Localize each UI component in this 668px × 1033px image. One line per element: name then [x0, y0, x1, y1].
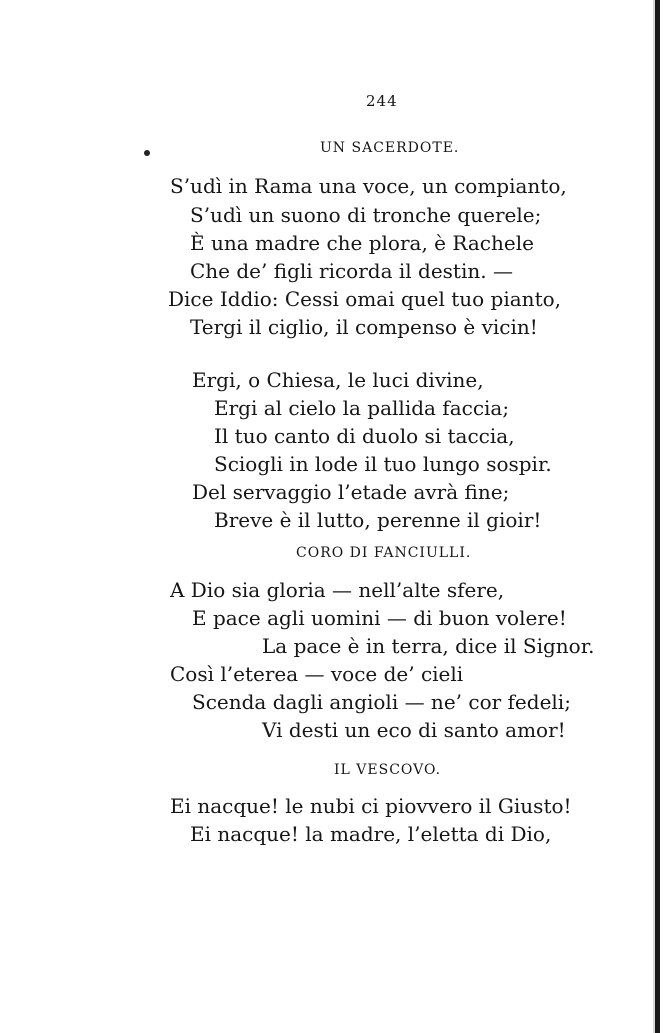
section-heading-sacerdote: UN SACERDOTE. [320, 140, 460, 156]
ink-dot [144, 150, 150, 156]
section-heading-coro: CORO DI FANCIULLI. [296, 545, 472, 561]
section-heading-vescovo: IL VESCOVO. [334, 762, 442, 778]
verse-line: Sciogli in lode il tuo lungo sospir. [214, 452, 552, 476]
verse-line: Del servaggio l’etade avrà fine; [192, 480, 510, 504]
verse-line: La pace è in terra, dice il Signor. [262, 634, 595, 658]
verse-line: A Dio sia gloria — nell’alte sfere, [170, 578, 505, 602]
verse-line: Ei nacque! le nubi ci piovvero il Giusto! [170, 794, 572, 818]
verse-line: S’udì in Rama una voce, un compianto, [170, 174, 567, 198]
verse-line: Ergi al cielo la pallida faccia; [214, 396, 510, 420]
verse-line: E pace agli uomini — di buon volere! [192, 606, 567, 630]
verse-line: Il tuo canto di duolo si taccia, [214, 424, 515, 448]
verse-line: Vi desti un eco di santo amor! [262, 718, 566, 742]
page-number: 244 [366, 92, 398, 110]
verse-line: Scenda dagli angioli — ne’ cor fedeli; [192, 690, 571, 714]
verse-line: Ergi, o Chiesa, le luci divine, [192, 368, 484, 392]
verse-line: Ei nacque! la madre, l’eletta di Dio, [190, 822, 552, 846]
verse-line: Così l’eterea — voce de’ cieli [170, 662, 464, 686]
page-edge [655, 0, 660, 1033]
verse-line: È una madre che plora, è Rachele [190, 231, 534, 255]
verse-line: Che de’ figli ricorda il destin. — [190, 259, 513, 283]
verse-line: Tergi il ciglio, il compenso è vicin! [190, 315, 538, 339]
verse-line: Dice Iddio: Cessi omai quel tuo pianto, [168, 287, 561, 311]
verse-line: S’udì un suono di tronche querele; [190, 203, 542, 227]
verse-line: Breve è il lutto, perenne il gioir! [214, 508, 542, 532]
